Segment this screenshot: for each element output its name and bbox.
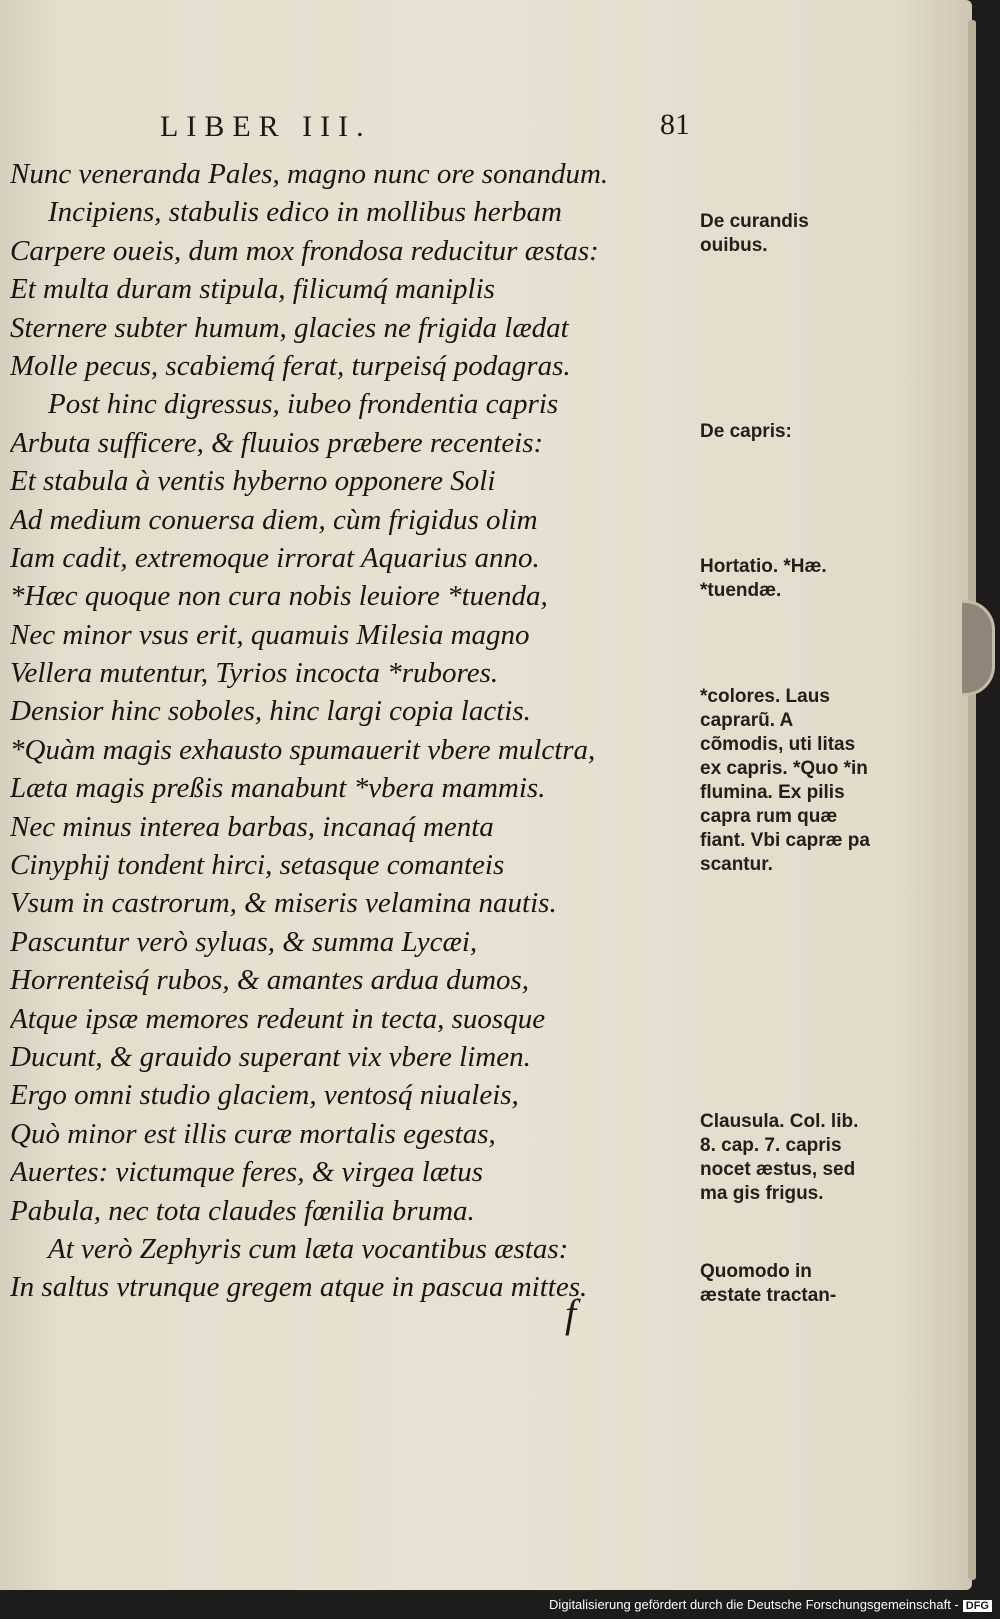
footer-credit-text: Digitalisierung gefördert durch die Deutsche Forschungsgemeinschaft - — [549, 1597, 959, 1612]
verse-line: Densior hinc soboles, hinc largi copia lactis. — [10, 695, 531, 728]
verse-line: Arbuta sufficere, & fluuios præbere recenteis: — [10, 426, 544, 459]
verse-line: Pabula, nec tota claudes fœnilia bruma. — [10, 1194, 475, 1227]
footer-credit — [549, 1597, 992, 1612]
verse-line: Et stabula à ventis hyberno opponere Soli — [10, 465, 496, 498]
dfg-logo: DFG — [963, 1600, 992, 1612]
page-edge — [968, 20, 976, 1580]
marginal-note: De curandis ouibus. — [700, 211, 809, 256]
marginal-note: Quomodo in æstate tractan- — [700, 1261, 837, 1306]
verse-block — [10, 155, 690, 1307]
verse-line: Incipiens, stabulis edico in mollibus herbam — [48, 196, 562, 229]
page-number: 81 — [660, 108, 690, 141]
verse-line: Et multa duram stipula, filicumq́ maniplis — [10, 273, 495, 306]
marginal-note: Hortatio. *Hæ. *tuendæ. — [700, 556, 827, 601]
verse-line: Ad medium conuersa diem, cùm frigidus olim — [10, 503, 538, 536]
verse-line: At verò Zephyris cum læta vocantibus æstas: — [48, 1232, 569, 1265]
verse-line: Sternere subter humum, glacies ne frigida lædat — [10, 311, 569, 344]
signature-mark: f — [565, 1291, 577, 1336]
verse-line: Læta magis preßis manabunt *vbera mammis. — [10, 772, 546, 805]
marginal-note: *colores. Laus caprarũ. A cõmodis, uti litas ex capris. *Quo *in flumina. Ex pilis capra rum quæ fiant. Vbi capræ pa scantur. — [700, 686, 870, 875]
verse-line: Carpere oueis, dum mox frondosa reducitur æstas: — [10, 234, 599, 267]
marginal-note: De capris: — [700, 421, 792, 442]
clasp-tab — [962, 600, 995, 696]
verse-line: *Quàm magis exhausto spumauerit vbere mulctra, — [10, 733, 596, 766]
verse-line: Cinyphij tondent hirci, setasque comanteis — [10, 849, 505, 882]
verse-line: Vellera mutentur, Tyrios incocta *rubores. — [10, 657, 499, 690]
verse-line: Ergo omni studio glaciem, ventosq́ niualeis, — [10, 1079, 519, 1112]
verse-line: In saltus vtrunque gregem atque in pascua mittes. — [10, 1271, 588, 1304]
verse-line: Atque ipsæ memores redeunt in tecta, suosque — [10, 1002, 546, 1035]
verse-line: Post hinc digressus, iubeo frondentia capris — [48, 388, 559, 421]
verse-line: Horrenteisq́ rubos, & amantes ardua dumos, — [10, 964, 530, 997]
verse-line: Vsum in castrorum, & miseris velamina nautis. — [10, 887, 557, 920]
verse-line: Pascuntur verò syluas, & summa Lycæi, — [10, 925, 478, 958]
verse-line: Molle pecus, scabiemq́ ferat, turpeisq́ podagras. — [10, 349, 571, 382]
marginal-note: Clausula. Col. lib. 8. cap. 7. capris nocet æstus, sed ma gis frigus. — [700, 1111, 859, 1204]
verse-line: Iam cadit, extremoque irrorat Aquarius anno. — [10, 541, 540, 574]
verse-line: *Hæc quoque non cura nobis leuiore *tuenda, — [10, 580, 548, 613]
running-title: LIBER III. — [160, 110, 372, 143]
verse-line: Nec minus interea barbas, incanaq́ menta — [10, 810, 494, 843]
verse-line: Ducunt, & grauido superant vix vbere limen. — [10, 1040, 531, 1073]
verse-line: Auertes: victumque feres, & virgea lætus — [10, 1156, 484, 1189]
verse-line: Nec minor vsus erit, quamuis Milesia magno — [10, 618, 530, 651]
verse-line: Quò minor est illis curæ mortalis egestas, — [10, 1117, 496, 1150]
verse-line: Nunc veneranda Pales, magno nunc ore sonandum. — [10, 158, 609, 190]
running-header — [160, 110, 690, 150]
